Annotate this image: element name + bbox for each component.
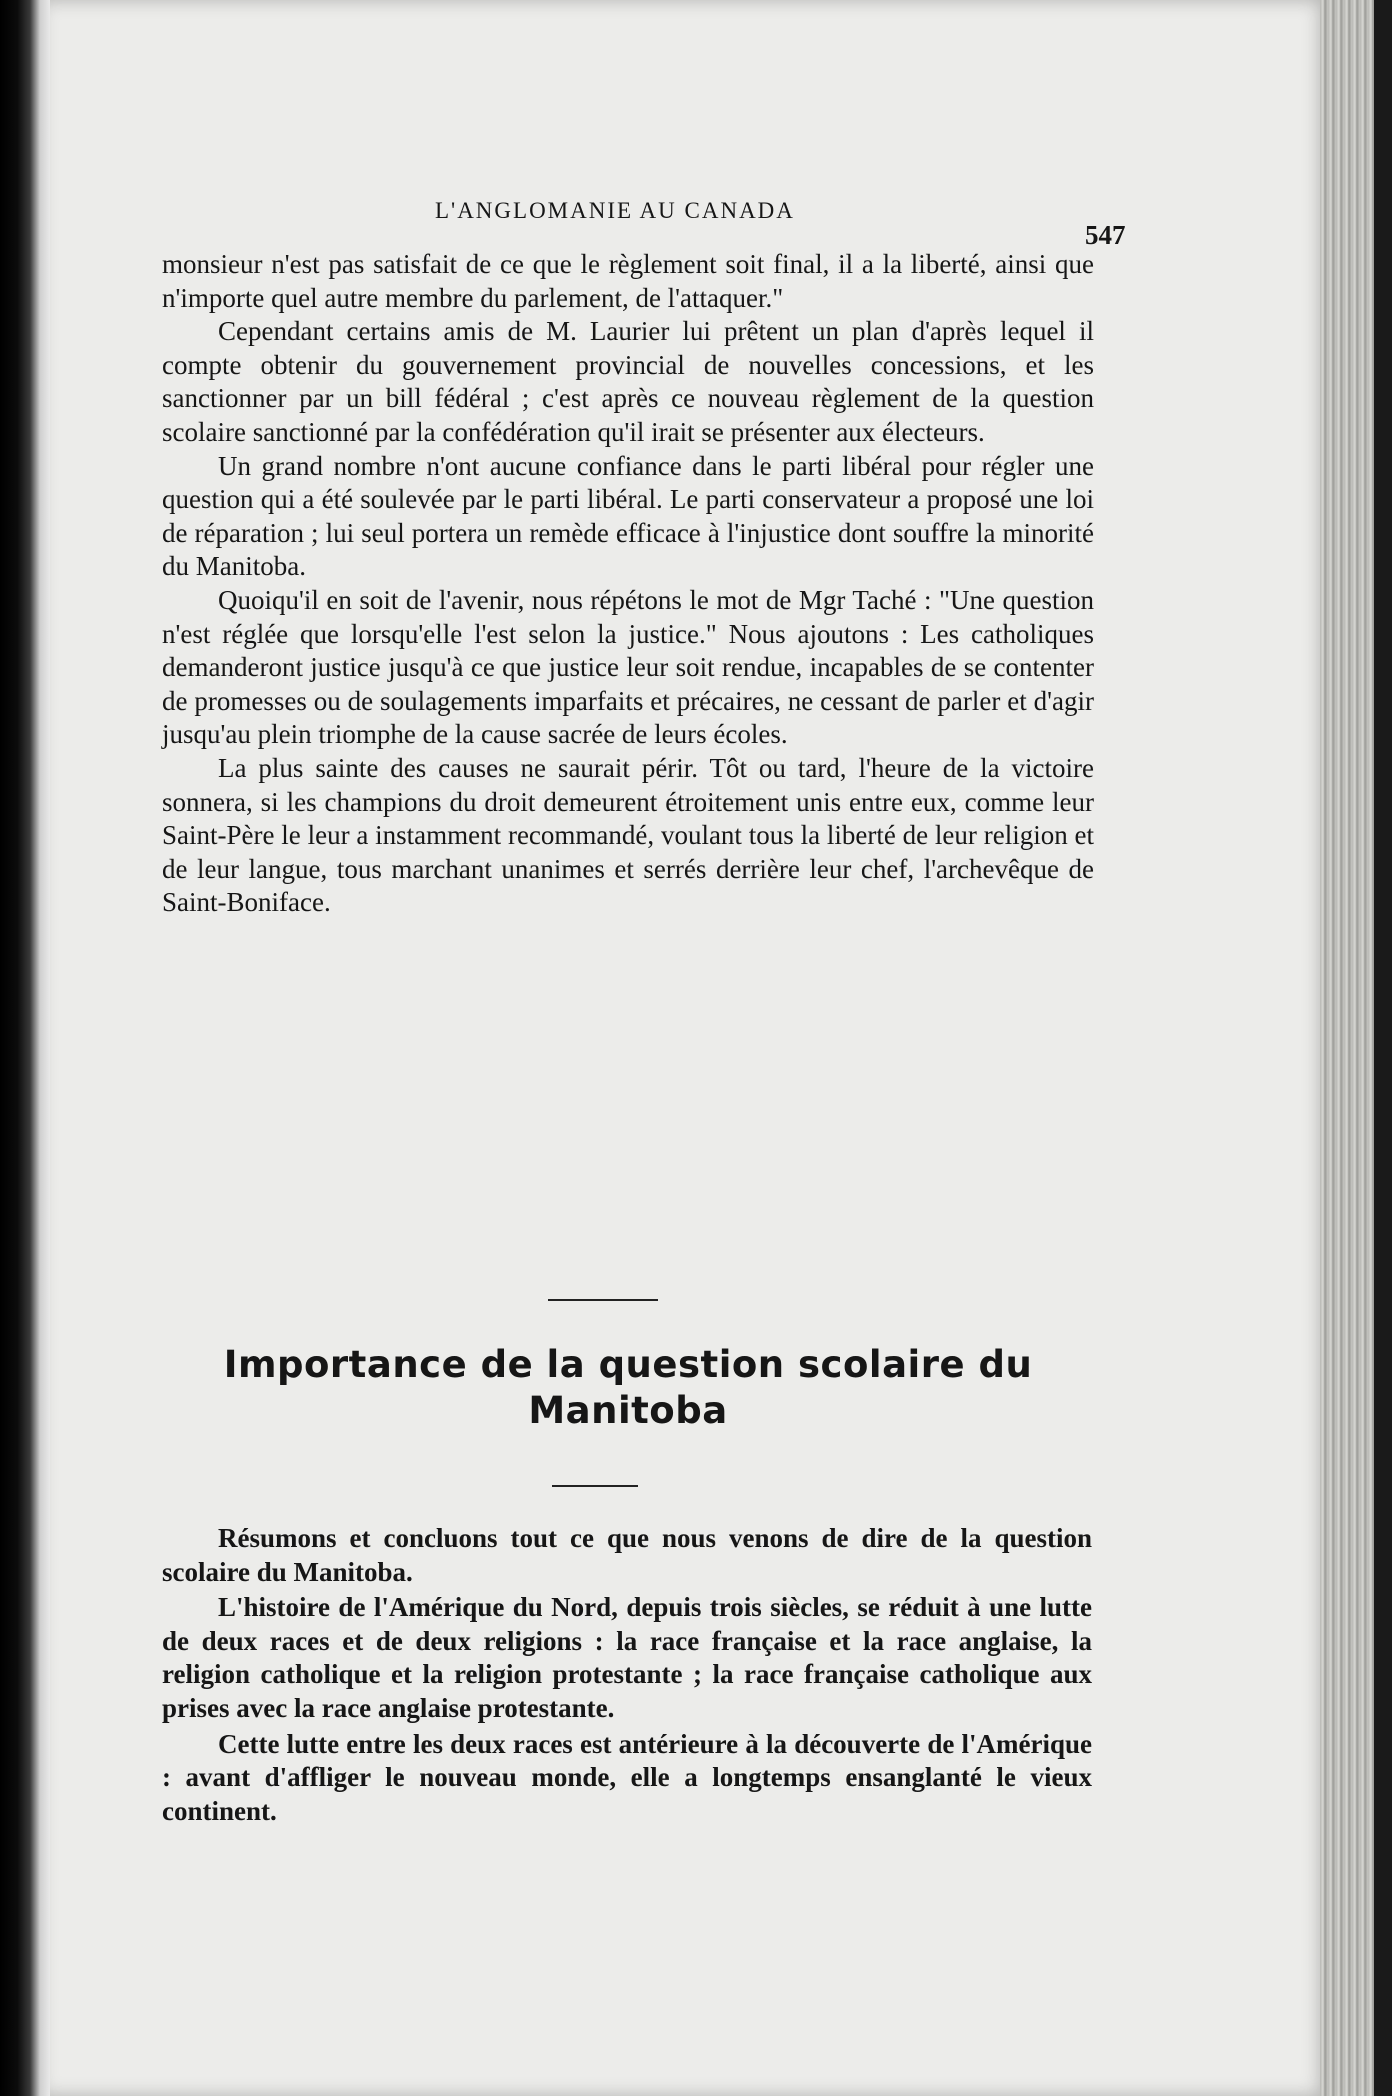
paragraph: Cependant certains amis de M. Laurier lui prêtent un plan d'après lequel il compte obtenir du gouvernement provincial de nouvelles concessions, et les sanctionner par un bill fédéral ; c'est après ce nouveau règlement de la question scolaire sanctionné par la confédération qu'il irait se présenter aux électeurs. xyxy=(162,316,1094,447)
paragraph: monsieur n'est pas satisfait de ce que le règlement soit final, il a la liberté, ainsi que n'importe quel autre membre du parlement, de l'attaquer." xyxy=(162,249,1094,313)
paragraph: Résumons et concluons tout ce que nous venons de dire de la question scolaire du Manitoba. xyxy=(162,1523,1092,1587)
paragraph: Quoiqu'il en soit de l'avenir, nous répétons le mot de Mgr Taché : "Une question n'est réglée que lorsqu'elle l'est selon la justice." Nous ajoutons : Les catholiques demanderont justice jusqu'à ce que justice leur soit rendue, incapables de se contenter de promesses ou de soulagements imparfaits et précaires, ne cessant de parler et d'agir jusqu'au plein triomphe de la cause sacrée de leurs écoles. xyxy=(162,584,1094,750)
page-number: 547 xyxy=(1085,220,1126,250)
body-text-top xyxy=(162,248,1094,920)
running-head: L'ANGLOMANIE AU CANADA xyxy=(435,198,795,223)
heading-underline-rule xyxy=(552,1485,638,1487)
page-stack-right-edge xyxy=(1320,0,1392,2096)
section-divider-rule xyxy=(548,1299,658,1301)
paragraph: Un grand nombre n'ont aucune confiance dans le parti libéral pour régler une question qui a été soulevée par le parti libéral. Le parti conservateur a proposé une loi de réparation ; lui seul portera un remède efficace à l'injustice dont souffre la minorité du Manitoba. xyxy=(162,450,1094,582)
paragraph: Cette lutte entre les deux races est antérieure à la découverte de l'Amérique : avant d'affliger le nouveau monde, elle a longtemps ensanglanté le vieux continent. xyxy=(162,1728,1092,1826)
paragraph: L'histoire de l'Amérique du Nord, depuis trois siècles, se réduit à une lutte de deux races et de deux religions : la race française et la race anglaise, la religion catholique et la religion protestante ; la race française catholique aux prises avec la race anglaise protestante. xyxy=(162,1592,1092,1723)
body-text-bottom xyxy=(162,1522,1092,1828)
section-heading: Importance de la question scolaire du Manitoba xyxy=(223,1343,1033,1432)
page-content xyxy=(110,0,1126,2096)
book-gutter-left xyxy=(0,0,50,2096)
paragraph: La plus sainte des causes ne saurait périr. Tôt ou tard, l'heure de la victoire sonnera, si les champions du droit demeurent étroitement unis entre eux, comme leur Saint-Père le leur a instamment recommandé, voulant tous la liberté de leur religion et de leur langue, tous marchant unanimes et serrés derrière leur chef, l'archevêque de Saint-Boniface. xyxy=(162,752,1094,918)
